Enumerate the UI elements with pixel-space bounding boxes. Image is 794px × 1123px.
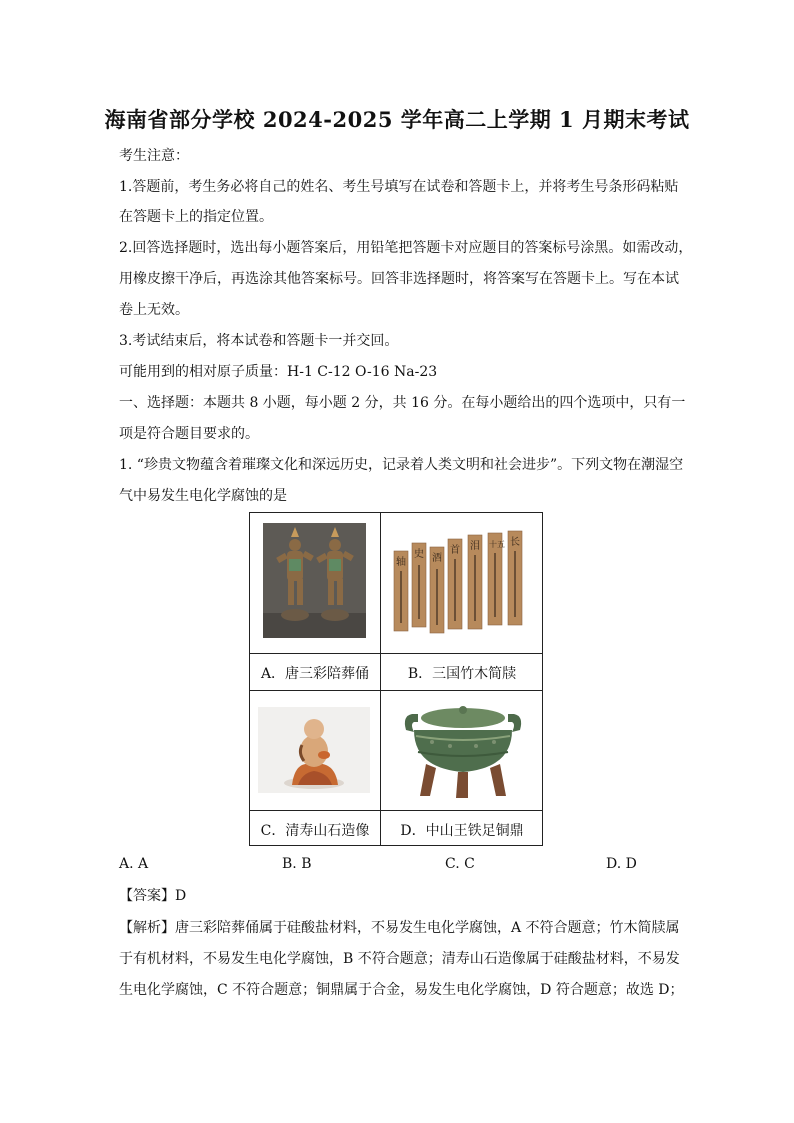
section-heading: 项是符合题目要求的。 xyxy=(119,426,259,442)
notice-line: 卷上无效。 xyxy=(119,302,189,318)
bamboo-slip-text: 史 xyxy=(414,549,424,560)
bamboo-slip-text: 十五 xyxy=(489,540,505,549)
bronze-ding-image xyxy=(392,696,534,802)
choice-c: C. C xyxy=(445,856,475,872)
bamboo-slip-text: 轴 xyxy=(396,557,406,568)
option-d-caption: D．中山王铁足铜鼎 xyxy=(400,823,524,839)
choice-b: B. B xyxy=(282,856,312,872)
shoushan-stone-statue-image xyxy=(258,707,370,793)
exam-title: 海南省部分学校 2024-2025 学年高二上学期 1 月期末考试 xyxy=(104,107,690,132)
table-divider xyxy=(250,810,542,811)
analysis-line: 【解析】唐三彩陪葬俑属于硅酸盐材料，不易发生电化学腐蚀，A 不符合题意；竹木简牍属 xyxy=(119,920,680,936)
option-c-caption: C．清寿山石造像 xyxy=(260,823,370,839)
bamboo-slip-text: 首 xyxy=(450,545,460,556)
bamboo-slips-image xyxy=(392,525,534,635)
notice-line: 用橡皮擦干净后，再选涂其他答案标号。回答非选择题时，将答案写在答题卡上。写在本试 xyxy=(119,271,679,287)
question-stem: 1. “珍贵文物蕴含着璀璨文化和深远历史，记录着人类文明和社会进步”。下列文物在潮湿空 xyxy=(119,457,684,473)
notice-line: 2.回答选择题时，选出每小题答案后，用铅笔把答题卡对应题目的答案标号涂黑。如需改动， xyxy=(119,240,693,256)
notice-heading: 考生注意： xyxy=(119,148,189,164)
analysis-line: 生电化学腐蚀，C 不符合题意；铜鼎属于合金，易发生电化学腐蚀，D 符合题意；故选 D； xyxy=(119,982,684,998)
bamboo-slip-text: 泪 xyxy=(470,541,480,552)
atomic-mass-line: 可能用到的相对原子质量：H-1 C-12 O-16 Na-23 xyxy=(119,364,438,380)
notice-line: 1.答题前，考生务必将自己的姓名、考生号填写在试卷和答题卡上，并将考生号条形码粘贴 xyxy=(119,179,679,195)
tang-sancai-figurine-image xyxy=(263,523,366,638)
table-divider xyxy=(250,653,542,654)
option-b-caption: B．三国竹木简牍 xyxy=(407,666,517,682)
choice-d: D. D xyxy=(606,856,637,872)
option-a-caption: A．唐三彩陪葬俑 xyxy=(260,666,370,682)
question-stem: 气中易发生电化学腐蚀的是 xyxy=(119,488,287,504)
bamboo-slip-text: 长 xyxy=(510,537,520,548)
notice-line: 在答题卡上的指定位置。 xyxy=(119,209,273,225)
answer-line: 【答案】D xyxy=(119,888,187,904)
section-heading: 一、选择题：本题共 8 小题，每小题 2 分，共 16 分。在每小题给出的四个选项中，只有一 xyxy=(119,395,686,411)
table-divider xyxy=(250,690,542,691)
bamboo-slip-text: 酒 xyxy=(432,553,442,564)
artifact-table xyxy=(249,512,543,846)
notice-line: 3.考试结束后，将本试卷和答题卡一并交回。 xyxy=(119,333,399,349)
choice-a: A. A xyxy=(119,856,149,872)
analysis-line: 于有机材料，不易发生电化学腐蚀，B 不符合题意；清寿山石造像属于硅酸盐材料，不易发 xyxy=(119,951,680,967)
